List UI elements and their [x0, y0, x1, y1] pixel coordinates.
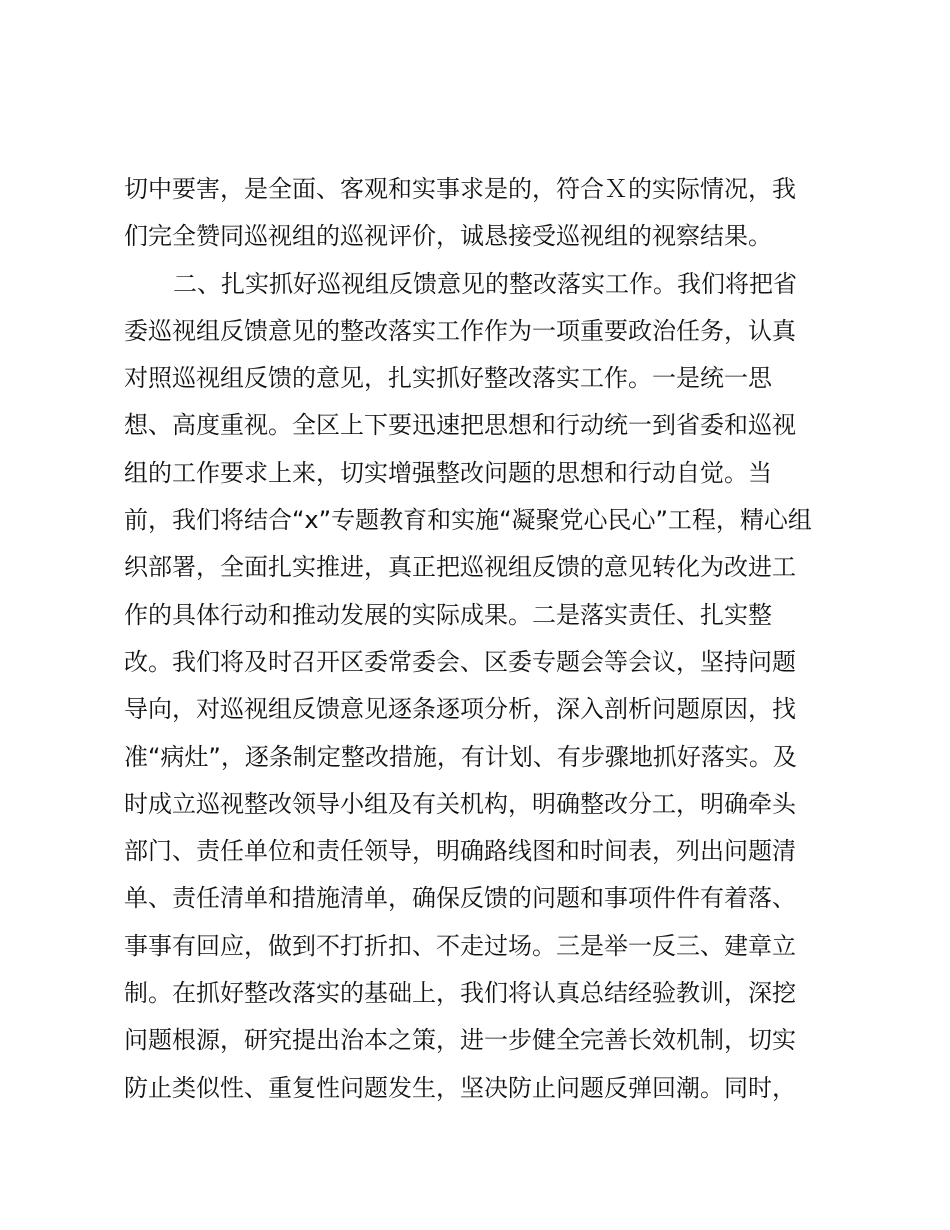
- text-line: 问题根源，研究提出治本之策，进一步健全完善长效机制，切实: [124, 1026, 796, 1055]
- text-line: 切中要害，是全面、客观和实事求是的，符合Ｘ的实际情况，我: [124, 175, 796, 203]
- text-line: 前，我们将结合“x”专题教育和实施“凝聚党心民心”工程，精心组: [124, 506, 812, 535]
- text-line: 准“病灶”，逐条制定整改措施，有计划、有步骤地抓好落实。及: [124, 742, 797, 771]
- text-line: 组的工作要求上来，切实增强整改问题的思想和行动自觉。当: [124, 458, 772, 487]
- text-line: 对照巡视组反馈的意见，扎实抓好整改落实工作。一是统一思: [124, 364, 772, 393]
- text-line: 时成立巡视整改领导小组及有关机构，明确整改分工，明确牵头: [124, 789, 796, 818]
- text-line: 导向，对巡视组反馈意见逐条逐项分析，深入剖析问题原因，找: [124, 695, 796, 724]
- text-line: 作的具体行动和推动发展的实际成果。二是落实责任、扎实整: [124, 600, 772, 629]
- document-body: [124, 166, 826, 1112]
- section-heading-line: 二、扎实抓好巡视组反馈意见的整改落实工作。我们将把省: [173, 269, 797, 298]
- text-line: 织部署，全面扎实推进，真正把巡视组反馈的意见转化为改进工: [124, 553, 796, 582]
- text-line: 防止类似性、重复性问题发生，坚决防止问题反弹回潮。同时，: [124, 1073, 796, 1102]
- text-line: 们完全赞同巡视组的巡视评价，诚恳接受巡视组的视察结果。: [124, 222, 772, 251]
- text-line: 制。在抓好整改落实的基础上，我们将认真总结经验教训，深挖: [124, 979, 796, 1008]
- text-line: 委巡视组反馈意见的整改落实工作作为一项重要政治任务，认真: [124, 316, 796, 345]
- text-line: 事事有回应，做到不打折扣、不走过场。三是举一反三、建章立: [124, 931, 796, 960]
- text-line: 改。我们将及时召开区委常委会、区委专题会等会议，坚持问题: [124, 647, 796, 676]
- text-line: 部门、责任单位和责任领导，明确路线图和时间表，列出问题清: [124, 837, 796, 866]
- text-line: 想、高度重视。全区上下要迅速把思想和行动统一到省委和巡视: [124, 411, 796, 440]
- text-line: 单、责任清单和措施清单，确保反馈的问题和事项件件有着落、: [124, 884, 796, 913]
